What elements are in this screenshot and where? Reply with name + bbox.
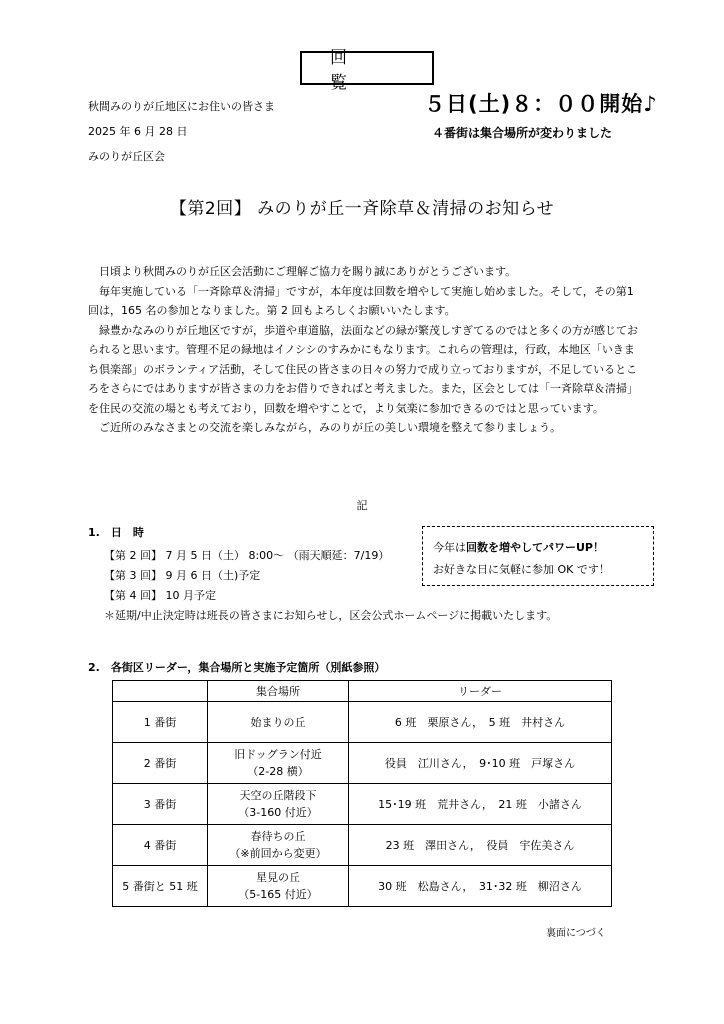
area-cell: 5 番街と 51 班 <box>113 866 208 907</box>
place-cell <box>208 743 349 784</box>
place-cell <box>208 866 349 907</box>
schedule-item: 【第 3 回】 9 月 6 日（土)予定 <box>104 569 261 582</box>
leaders-table <box>112 680 612 907</box>
table-header-row <box>113 681 612 702</box>
place-name: 天空の丘階段下 <box>239 789 317 802</box>
place-note: （※前回から変更） <box>229 847 327 860</box>
leaders-cell: 23 班 澤田さん， 役員 宇佐美さん <box>349 825 612 866</box>
column-header: 集合場所 <box>208 681 349 702</box>
table-row <box>113 866 612 907</box>
area-cell: 3 番街 <box>113 784 208 825</box>
area-cell: 1 番街 <box>113 702 208 743</box>
callout-line: お好きな日に気軽に参加 OK です！ <box>433 563 610 576</box>
callout-emphasis: 回数を増やしてパワーUP！ <box>466 541 604 554</box>
schedule-item: 【第 2 回】 7 月 5 日（土） 8:00～ （雨天順延：7/19） <box>104 549 390 562</box>
place-note: （3-160 付近） <box>238 806 318 819</box>
ki-mark: 記 <box>356 499 368 512</box>
sender: みのりが丘区会 <box>88 150 165 163</box>
section-heading-schedule: 1. 日 時 <box>88 526 144 539</box>
table-row <box>113 825 612 866</box>
schedule-note: ＊延期/中止決定時は班長の皆さまにお知らせし，区会公式ホームページに掲載いたします。 <box>104 609 558 622</box>
callout-box <box>422 526 654 586</box>
area-cell: 2 番街 <box>113 743 208 784</box>
body-text <box>88 262 640 438</box>
place-cell <box>208 784 349 825</box>
continue-note: 裏面につづく <box>546 928 606 939</box>
leaders-cell: 6 班 栗原さん， 5 班 井村さん <box>349 702 612 743</box>
place-name: 始まりの丘 <box>250 715 306 729</box>
paragraph: 緑豊かなみのりが丘地区ですが，歩道や車道脇，法面などの緑が繁茂しすぎてるのではと多くの方が感じておられると思います。管理不足の緑地はイノシシのすみかにもなります。これらの管理は，行政，本地区「いきまち倶楽部」のボランティア活動，そして住民の皆さまの日々の努力で成り立っておりますが，不足しているところをさらにではありますが皆さまの力をお借りできればと考えました。また，区会としては「一斉除草＆清掃」を住民の交流の場とも考えており，回数を増やすことで，より気楽に参加できるのではと思っています。 <box>88 323 638 415</box>
table-row <box>113 784 612 825</box>
place-name: 旧ドッグラン付近 <box>234 748 322 761</box>
callout-line <box>433 537 653 559</box>
leaders-cell: 役員 江川さん， 9･10 班 戸塚さん <box>349 743 612 784</box>
page-title: 【第2回】 みのりが丘一斉除草＆清掃のお知らせ <box>169 199 555 219</box>
place-name: 春待ちの丘 <box>250 830 306 843</box>
schedule-item: 【第 4 回】 10 月予定 <box>104 589 216 602</box>
change-notice: ４番街は集合場所が変わりました <box>432 126 613 140</box>
callout-text: 今年は <box>433 541 466 554</box>
recipient: 秋間みのりが丘地区にお住いの皆さま <box>88 100 275 113</box>
area-cell: 4 番街 <box>113 825 208 866</box>
start-notice: ５日(土)８：００開始♪ <box>424 92 658 116</box>
place-note: （5-165 付近） <box>238 888 318 901</box>
paragraph: ご近所のみなさまとの交流を楽しみながら，みのりが丘の美しい環境を整えて参りましょう。 <box>99 421 561 434</box>
place-note: （2-28 横） <box>247 765 309 778</box>
paragraph: 日頃より秋間みのりが丘区会活動にご理解ご協力を賜り誠にありがとうございます。 <box>99 265 517 278</box>
place-name: 星見の丘 <box>256 871 300 884</box>
place-cell <box>208 825 349 866</box>
leaders-cell: 30 班 松島さん， 31･32 班 柳沼さん <box>349 866 612 907</box>
table-row <box>113 702 612 743</box>
leaders-cell: 15･19 班 荒井さん， 21 班 小諸さん <box>349 784 612 825</box>
kairan-label: 回 覧 <box>300 51 434 85</box>
issue-date: 2025 年 6 月 28 日 <box>88 125 188 138</box>
column-header <box>113 681 208 702</box>
table-row <box>113 743 612 784</box>
place-cell <box>208 702 349 743</box>
section-heading-leaders: 2. 各街区リーダー，集合場所と実施予定箇所（別紙参照） <box>88 661 386 674</box>
paragraph: 毎年実施している「一斉除草＆清掃」ですが，本年度は回数を増やして実施し始めました。そして，その第1回は，165 名の参加となりました。第 2 回もよろしくお願いいたします。 <box>88 284 634 317</box>
column-header: リーダー <box>349 681 612 702</box>
